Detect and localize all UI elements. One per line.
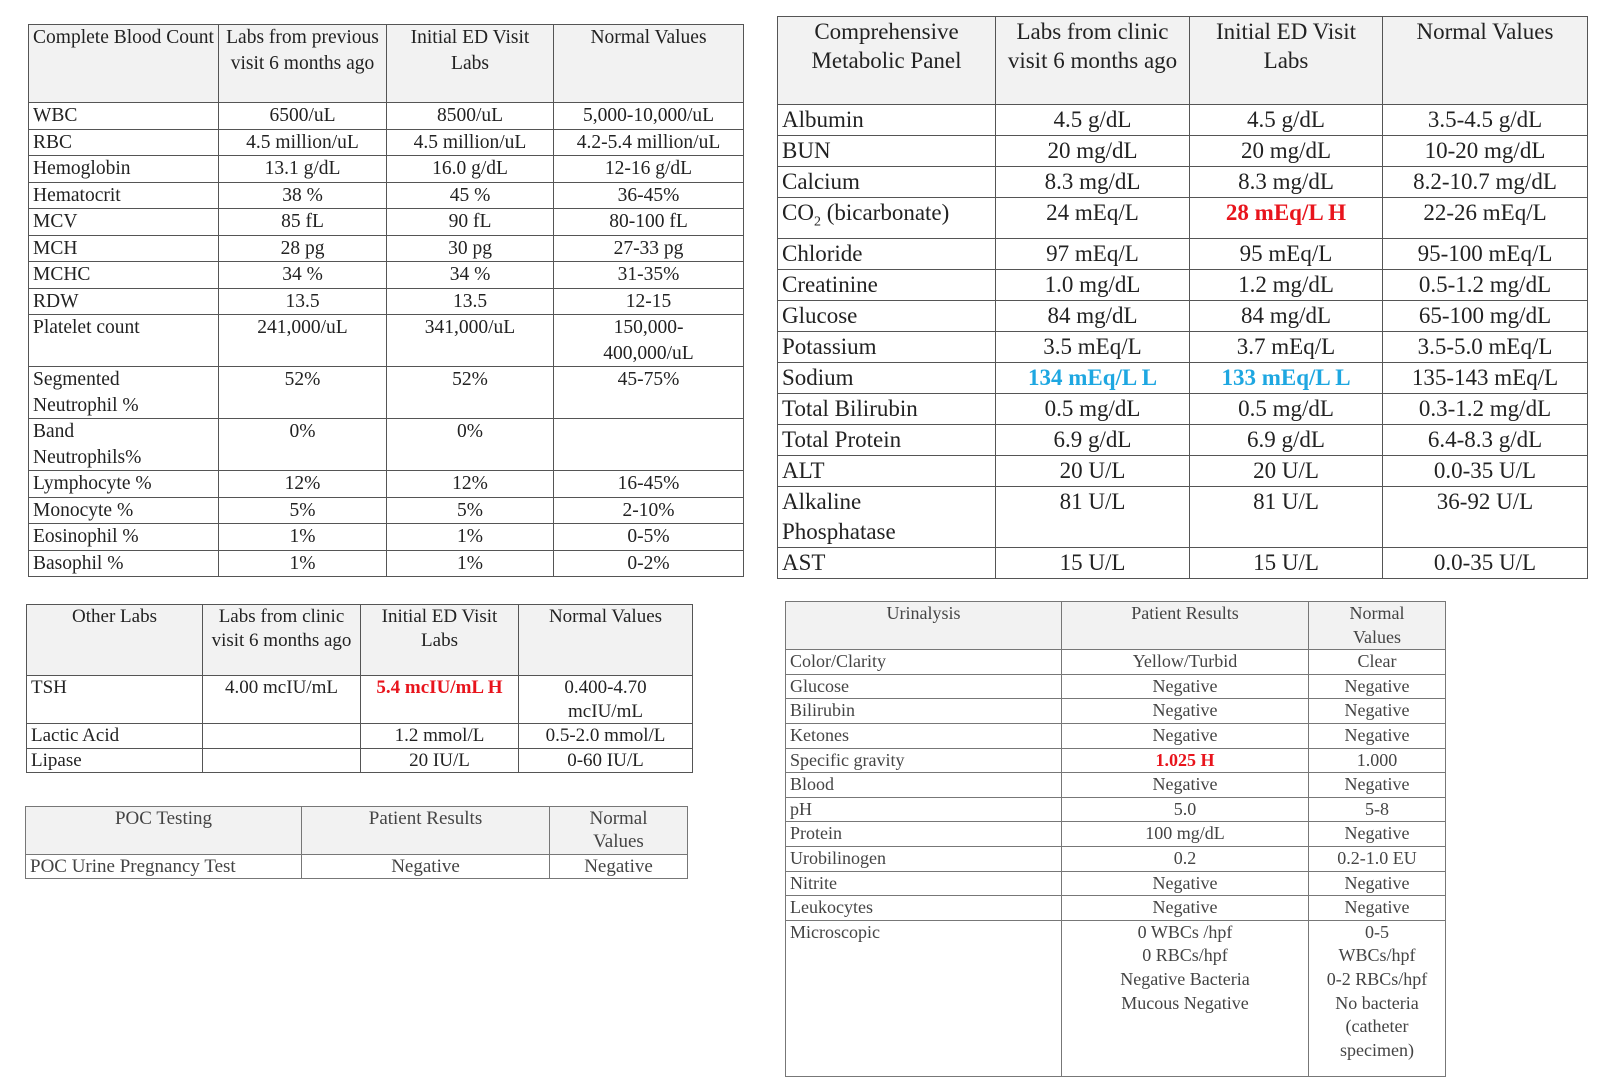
table-row <box>786 822 1446 847</box>
test-name: Ketones <box>786 723 1062 748</box>
previous-value: 38 % <box>219 182 387 209</box>
ed-value: 84 mg/dL <box>1190 300 1383 331</box>
table-header-row <box>786 602 1446 650</box>
test-name: Segmented Neutrophil % <box>29 367 219 419</box>
test-name-subscript: 2 <box>813 214 821 230</box>
previous-value: 13.1 g/dL <box>219 156 387 183</box>
previous-value: 1% <box>219 524 387 551</box>
test-name: Monocyte % <box>29 497 219 524</box>
test-name: Microscopic <box>786 920 1062 1076</box>
test-name-main: CO <box>782 200 814 225</box>
column-header: Initial ED Visit Labs <box>387 25 554 103</box>
patient-result: Negative <box>1062 699 1309 724</box>
previous-value: 0% <box>219 419 387 471</box>
normal-range: 0.3-1.2 mg/dL <box>1383 393 1588 424</box>
previous-value: 85 fL <box>219 209 387 236</box>
normal-range: 27-33 pg <box>554 235 744 262</box>
column-header: Patient Results <box>1062 602 1309 650</box>
column-header: Initial ED Visit Labs <box>1190 17 1383 105</box>
normal-range: 5,000-10,000/uL <box>554 103 744 130</box>
previous-value: 24 mEq/L <box>996 198 1190 239</box>
previous-value: 8.3 mg/dL <box>996 167 1190 198</box>
poc-testing-table <box>25 806 688 879</box>
normal-range: Negative <box>1309 723 1446 748</box>
normal-range: 0.5-1.2 mg/dL <box>1383 269 1588 300</box>
table-row <box>29 156 744 183</box>
table-row <box>778 547 1588 578</box>
normal-range: 22-26 mEq/L <box>1383 198 1588 239</box>
test-name: RDW <box>29 288 219 315</box>
table-header-row <box>29 25 744 103</box>
test-name: Platelet count <box>29 315 219 367</box>
previous-value: 5% <box>219 497 387 524</box>
previous-value: 241,000/uL <box>219 315 387 367</box>
column-header: Initial ED Visit Labs <box>361 605 519 676</box>
test-name <box>778 198 996 239</box>
normal-range: Negative <box>550 855 688 879</box>
test-name: Potassium <box>778 331 996 362</box>
test-name: Leukocytes <box>786 896 1062 921</box>
normal-range: 95-100 mEq/L <box>1383 238 1588 269</box>
normal-range: 31-35% <box>554 262 744 289</box>
table-row <box>29 471 744 498</box>
test-name: Chloride <box>778 238 996 269</box>
test-name: Basophil % <box>29 550 219 577</box>
normal-range: 36-92 U/L <box>1383 486 1588 547</box>
other-labs-table <box>26 604 693 773</box>
previous-value: 97 mEq/L <box>996 238 1190 269</box>
ed-value: 1% <box>387 524 554 551</box>
previous-value: 3.5 mEq/L <box>996 331 1190 362</box>
test-name: TSH <box>27 676 203 724</box>
ed-value: 45 % <box>387 182 554 209</box>
column-header: Normal Values <box>550 807 688 855</box>
normal-range: 10-20 mg/dL <box>1383 136 1588 167</box>
table-row <box>29 367 744 419</box>
table-row <box>29 103 744 130</box>
test-name: MCH <box>29 235 219 262</box>
patient-result-high-flag: 1.025 H <box>1062 748 1309 773</box>
ed-value: 341,000/uL <box>387 315 554 367</box>
normal-range: 1.000 <box>1309 748 1446 773</box>
table-row <box>29 209 744 236</box>
column-header: Comprehensive Metabolic Panel <box>778 17 996 105</box>
patient-result: 0.2 <box>1062 846 1309 871</box>
table-row <box>786 896 1446 921</box>
ed-value: 30 pg <box>387 235 554 262</box>
column-header: Urinalysis <box>786 602 1062 650</box>
normal-range: 0.2-1.0 EU <box>1309 846 1446 871</box>
patient-result: Negative <box>302 855 550 879</box>
ed-value: 95 mEq/L <box>1190 238 1383 269</box>
test-name: Band Neutrophils% <box>29 419 219 471</box>
ed-value: 8500/uL <box>387 103 554 130</box>
previous-value: 6500/uL <box>219 103 387 130</box>
test-name-rest: (bicarbonate) <box>820 200 950 225</box>
previous-value: 4.00 mcIU/mL <box>203 676 361 724</box>
ed-value-low-flag: 133 mEq/L L <box>1190 362 1383 393</box>
previous-value: 1.0 mg/dL <box>996 269 1190 300</box>
column-header: Labs from clinic visit 6 months ago <box>203 605 361 676</box>
table-header-row <box>26 807 688 855</box>
ed-value: 20 IU/L <box>361 748 519 773</box>
normal-range: 2-10% <box>554 497 744 524</box>
test-name: Hematocrit <box>29 182 219 209</box>
normal-range: 65-100 mg/dL <box>1383 300 1588 331</box>
table-row <box>778 331 1588 362</box>
ed-value: 15 U/L <box>1190 547 1383 578</box>
column-header: Normal Values <box>1383 17 1588 105</box>
test-name: Lymphocyte % <box>29 471 219 498</box>
previous-value: 6.9 g/dL <box>996 424 1190 455</box>
normal-range: 5-8 <box>1309 797 1446 822</box>
test-name: POC Urine Pregnancy Test <box>26 855 302 879</box>
patient-result: 0 WBCs /hpf 0 RBCs/hpf Negative Bacteria Mucous Negative <box>1062 920 1309 1076</box>
table-row <box>778 455 1588 486</box>
table-row <box>786 797 1446 822</box>
ed-value: 13.5 <box>387 288 554 315</box>
previous-value-low-flag: 134 mEq/L L <box>996 362 1190 393</box>
table-row <box>778 362 1588 393</box>
test-name: Glucose <box>786 674 1062 699</box>
table-row <box>786 773 1446 798</box>
table-row <box>27 748 693 773</box>
test-name: Hemoglobin <box>29 156 219 183</box>
normal-range: 0.0-35 U/L <box>1383 455 1588 486</box>
normal-range: 16-45% <box>554 471 744 498</box>
normal-range: Negative <box>1309 871 1446 896</box>
test-name: Calcium <box>778 167 996 198</box>
test-name: ALT <box>778 455 996 486</box>
cmp-table <box>777 16 1588 579</box>
table-row <box>27 724 693 749</box>
test-name: Lactic Acid <box>27 724 203 749</box>
previous-value: 4.5 million/uL <box>219 129 387 156</box>
test-name: Color/Clarity <box>786 650 1062 675</box>
table-row <box>26 855 688 879</box>
table-row <box>29 550 744 577</box>
previous-value: 12% <box>219 471 387 498</box>
previous-value <box>203 748 361 773</box>
previous-value: 15 U/L <box>996 547 1190 578</box>
normal-range: Negative <box>1309 773 1446 798</box>
previous-value: 28 pg <box>219 235 387 262</box>
ed-value: 4.5 g/dL <box>1190 105 1383 136</box>
table-row <box>27 676 693 724</box>
table-row <box>778 300 1588 331</box>
normal-range: 4.2-5.4 million/uL <box>554 129 744 156</box>
table-row <box>786 871 1446 896</box>
table-row <box>29 129 744 156</box>
ed-value-high-flag: 5.4 mcIU/mL H <box>361 676 519 724</box>
test-name: pH <box>786 797 1062 822</box>
normal-range: Negative <box>1309 674 1446 699</box>
normal-range: 0-5% <box>554 524 744 551</box>
column-header: Normal Values <box>1309 602 1446 650</box>
normal-range: 0-5 WBCs/hpf 0-2 RBCs/hpf No bacteria (catheter specimen) <box>1309 920 1446 1076</box>
normal-range: 36-45% <box>554 182 744 209</box>
previous-value: 81 U/L <box>996 486 1190 547</box>
patient-result: Negative <box>1062 773 1309 798</box>
test-name: Creatinine <box>778 269 996 300</box>
test-name: Lipase <box>27 748 203 773</box>
test-name: Sodium <box>778 362 996 393</box>
column-header: Complete Blood Count <box>29 25 219 103</box>
patient-result: Yellow/Turbid <box>1062 650 1309 675</box>
patient-result: Negative <box>1062 674 1309 699</box>
urinalysis-table <box>785 601 1446 1077</box>
table-row <box>778 105 1588 136</box>
table-row <box>778 167 1588 198</box>
previous-value: 34 % <box>219 262 387 289</box>
table-row <box>778 424 1588 455</box>
table-row <box>786 650 1446 675</box>
ed-value: 0.5 mg/dL <box>1190 393 1383 424</box>
test-name: Protein <box>786 822 1062 847</box>
previous-value: 4.5 g/dL <box>996 105 1190 136</box>
table-header-row <box>27 605 693 676</box>
normal-range: 0.5-2.0 mmol/L <box>519 724 693 749</box>
normal-range: 80-100 fL <box>554 209 744 236</box>
normal-range: 3.5-5.0 mEq/L <box>1383 331 1588 362</box>
previous-value: 0.5 mg/dL <box>996 393 1190 424</box>
patient-result: Negative <box>1062 723 1309 748</box>
patient-result: 100 mg/dL <box>1062 822 1309 847</box>
table-row <box>778 269 1588 300</box>
ed-value: 12% <box>387 471 554 498</box>
test-name: Nitrite <box>786 871 1062 896</box>
table-row <box>778 486 1588 547</box>
table-row <box>786 920 1446 1076</box>
column-header: Normal Values <box>519 605 693 676</box>
cbc-table <box>28 24 744 577</box>
previous-value: 52% <box>219 367 387 419</box>
ed-value: 0% <box>387 419 554 471</box>
ed-value: 20 U/L <box>1190 455 1383 486</box>
previous-value <box>203 724 361 749</box>
normal-range: 0.400-4.70 mcIU/mL <box>519 676 693 724</box>
table-row <box>786 674 1446 699</box>
column-header: Other Labs <box>27 605 203 676</box>
test-name: Specific gravity <box>786 748 1062 773</box>
normal-range: Negative <box>1309 822 1446 847</box>
table-row <box>29 524 744 551</box>
normal-range: 6.4-8.3 g/dL <box>1383 424 1588 455</box>
table-row <box>29 315 744 367</box>
ed-value: 3.7 mEq/L <box>1190 331 1383 362</box>
test-name: Alkaline Phosphatase <box>778 486 996 547</box>
ed-value: 1.2 mmol/L <box>361 724 519 749</box>
previous-value: 20 mg/dL <box>996 136 1190 167</box>
previous-value: 84 mg/dL <box>996 300 1190 331</box>
ed-value: 52% <box>387 367 554 419</box>
table-row <box>786 723 1446 748</box>
test-name: BUN <box>778 136 996 167</box>
ed-value: 81 U/L <box>1190 486 1383 547</box>
normal-range: Negative <box>1309 699 1446 724</box>
table-row <box>786 846 1446 871</box>
ed-value: 34 % <box>387 262 554 289</box>
ed-value: 8.3 mg/dL <box>1190 167 1383 198</box>
ed-value: 1.2 mg/dL <box>1190 269 1383 300</box>
table-row <box>29 262 744 289</box>
normal-range: 0.0-35 U/L <box>1383 547 1588 578</box>
test-name: AST <box>778 547 996 578</box>
normal-range: 12-15 <box>554 288 744 315</box>
normal-range: 150,000- 400,000/uL <box>554 315 744 367</box>
ed-value: 20 mg/dL <box>1190 136 1383 167</box>
normal-range: Negative <box>1309 896 1446 921</box>
normal-range: 8.2-10.7 mg/dL <box>1383 167 1588 198</box>
column-header: Labs from previous visit 6 months ago <box>219 25 387 103</box>
normal-range: 135-143 mEq/L <box>1383 362 1588 393</box>
table-header-row <box>778 17 1588 105</box>
previous-value: 1% <box>219 550 387 577</box>
table-row <box>29 419 744 471</box>
normal-range: 3.5-4.5 g/dL <box>1383 105 1588 136</box>
ed-value: 16.0 g/dL <box>387 156 554 183</box>
table-row <box>778 136 1588 167</box>
ed-value: 5% <box>387 497 554 524</box>
test-name: WBC <box>29 103 219 130</box>
ed-value: 90 fL <box>387 209 554 236</box>
ed-value-high-flag: 28 mEq/L H <box>1190 198 1383 239</box>
ed-value: 1% <box>387 550 554 577</box>
test-name: Eosinophil % <box>29 524 219 551</box>
table-row <box>786 748 1446 773</box>
previous-value: 13.5 <box>219 288 387 315</box>
table-row <box>778 393 1588 424</box>
patient-result: Negative <box>1062 896 1309 921</box>
test-name: Blood <box>786 773 1062 798</box>
table-row <box>786 699 1446 724</box>
previous-value: 20 U/L <box>996 455 1190 486</box>
test-name: Albumin <box>778 105 996 136</box>
test-name: Total Protein <box>778 424 996 455</box>
test-name: MCHC <box>29 262 219 289</box>
patient-result: Negative <box>1062 871 1309 896</box>
patient-result: 5.0 <box>1062 797 1309 822</box>
column-header: Patient Results <box>302 807 550 855</box>
normal-range: 45-75% <box>554 367 744 419</box>
ed-value: 4.5 million/uL <box>387 129 554 156</box>
table-row <box>29 288 744 315</box>
table-row <box>778 198 1588 239</box>
table-row <box>29 182 744 209</box>
test-name: MCV <box>29 209 219 236</box>
column-header: Labs from clinic visit 6 months ago <box>996 17 1190 105</box>
table-row <box>29 497 744 524</box>
test-name: Bilirubin <box>786 699 1062 724</box>
normal-range: 12-16 g/dL <box>554 156 744 183</box>
test-name: RBC <box>29 129 219 156</box>
table-row <box>778 238 1588 269</box>
test-name: Urobilinogen <box>786 846 1062 871</box>
table-row <box>29 235 744 262</box>
normal-range <box>554 419 744 471</box>
column-header: POC Testing <box>26 807 302 855</box>
normal-range: 0-60 IU/L <box>519 748 693 773</box>
test-name: Glucose <box>778 300 996 331</box>
normal-range: 0-2% <box>554 550 744 577</box>
test-name: Total Bilirubin <box>778 393 996 424</box>
ed-value: 6.9 g/dL <box>1190 424 1383 455</box>
column-header: Normal Values <box>554 25 744 103</box>
normal-range: Clear <box>1309 650 1446 675</box>
